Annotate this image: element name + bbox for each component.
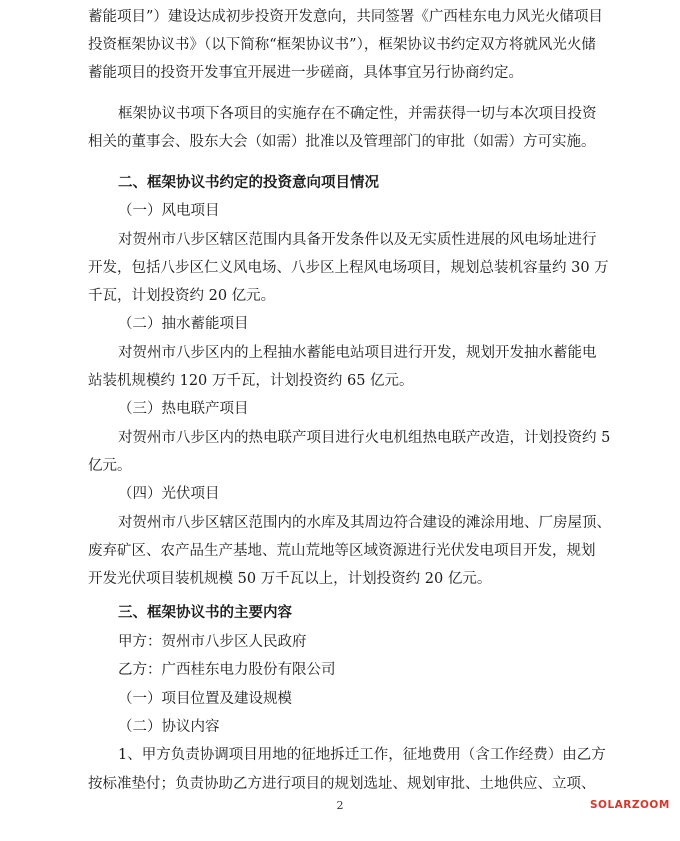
subsection-heading: （三）热电联产项目 [118,401,249,417]
subsection-heading: （二）协议内容 [118,719,220,735]
body-line: 站装机规模约 120 万千瓦，计划投资约 65 亿元。 [88,373,414,389]
body-line: 废弃矿区、农产品生产基地、荒山荒地等区域资源进行光伏发电项目开发，规划 [88,543,596,559]
body-line: 开发，包括八步区仁义风电场、八步区上程风电场项目，规划总装机容量约 30 万 [88,260,609,276]
body-line: 对贺州市八步区内的热电联产项目进行火电机组热电联产改造，计划投资约 5 [118,430,611,446]
party-b-line: 乙方：广西桂东电力股份有限公司 [118,662,336,678]
body-line: 开发光伏项目装机规模 50 万千瓦以上，计划投资约 20 亿元。 [88,571,492,587]
page-number: 2 [336,799,344,812]
section-heading: 三、框架协议书的主要内容 [118,604,292,621]
subsection-heading: （四）光伏项目 [118,486,220,502]
subsection-heading: （一）项目位置及建设规模 [118,691,292,707]
solarzoom-watermark: SOLARZOOM [590,799,670,811]
body-line: 框架协议书项下各项目的实施存在不确定性，并需获得一切与本次项目投资 [118,106,597,122]
subsection-heading: （一）风电项目 [118,203,220,219]
body-line: 1、甲方负责协调项目用地的征地拆迁工作，征地费用（含工作经费）由乙方 [118,747,606,763]
subsection-heading: （二）抽水蓄能项目 [118,316,249,332]
body-line: 按标准垫付；负责协助乙方进行项目的规划选址、规划审批、土地供应、立项、 [88,776,596,792]
body-line: 对贺州市八步区辖区范围内具备开发条件以及无实质性进展的风电场址进行 [118,232,597,248]
body-line: 对贺州市八步区内的上程抽水蓄能电站项目进行开发，规划开发抽水蓄能电 [118,345,597,361]
body-line: 相关的董事会、股东大会（如需）批准以及管理部门的审批（如需）方可实施。 [88,134,596,150]
body-line: 亿元。 [88,458,132,474]
body-line: 蓄能项目的投资开发事宜开展进一步磋商，具体事宜另行协商约定。 [88,65,523,81]
body-line: 对贺州市八步区辖区范围内的水库及其周边符合建设的滩涂用地、厂房屋顶、 [118,515,611,531]
section-heading: 二、框架协议书约定的投资意向项目情况 [118,174,379,191]
body-line: 蓄能项目”）建设达成初步投资开发意向，共同签署《广西桂东电力风光火储项目 [88,9,603,25]
body-line: 投资框架协议书》（以下简称“框架协议书”），框架协议书约定双方将就风光火储 [88,37,596,53]
party-a-line: 甲方：贺州市八步区人民政府 [118,634,307,650]
body-line: 千瓦，计划投资约 20 亿元。 [88,288,276,304]
